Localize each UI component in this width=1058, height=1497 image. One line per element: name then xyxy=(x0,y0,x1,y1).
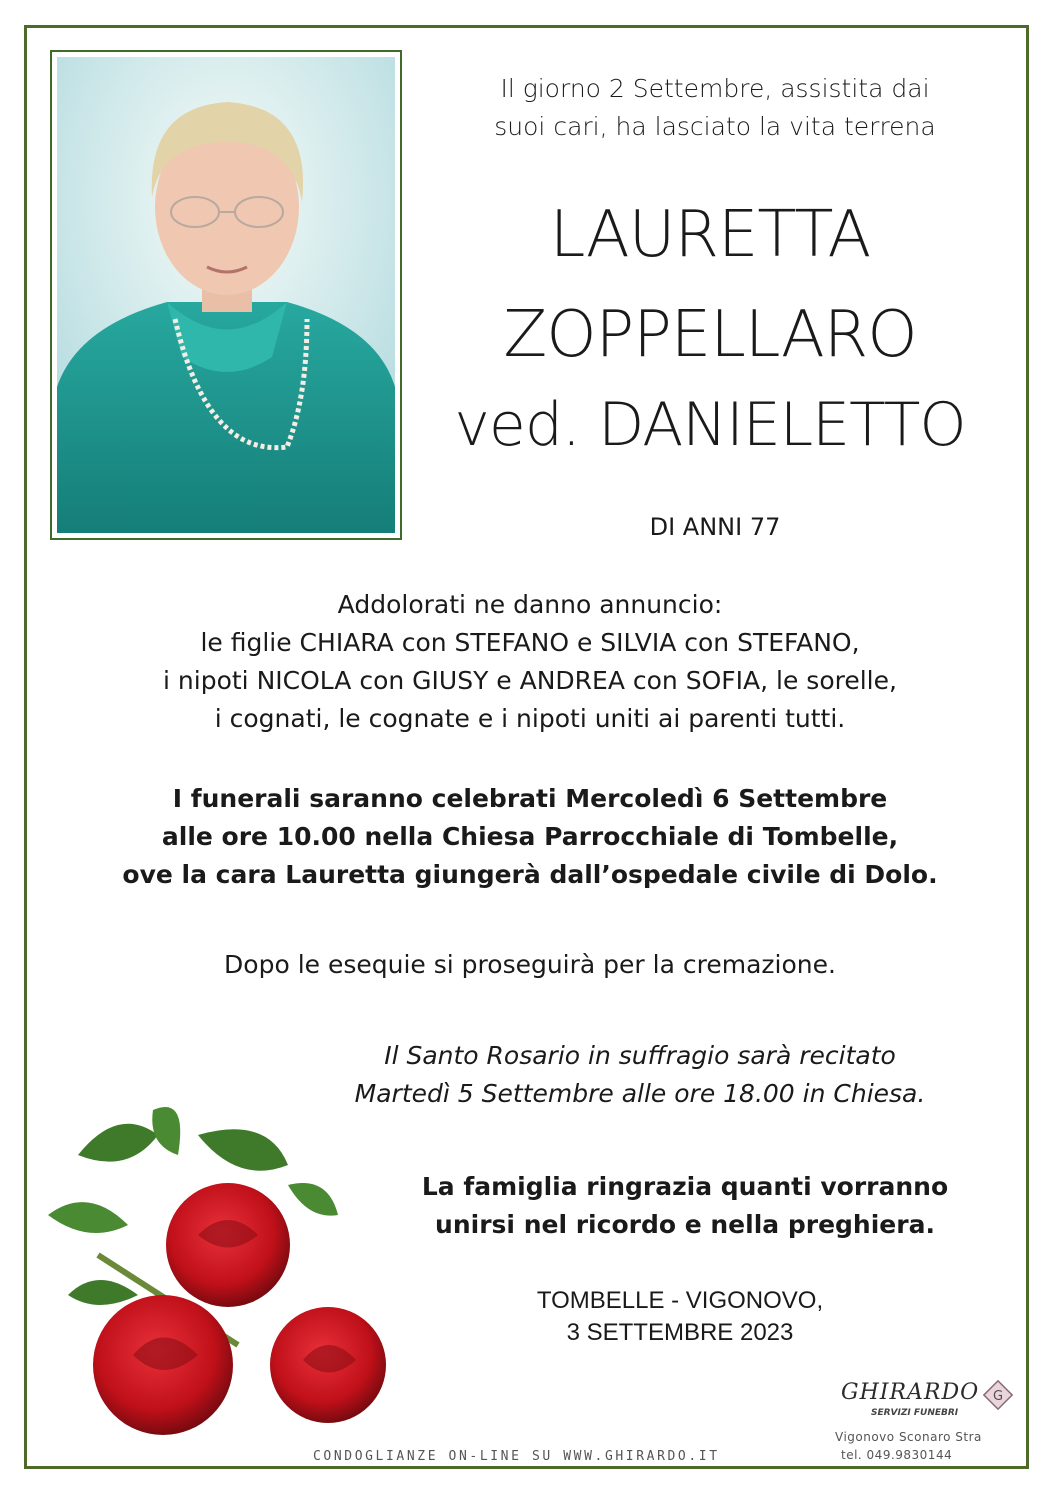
last-name: ZOPPELLARO xyxy=(503,298,917,372)
funeral-home-logo xyxy=(835,1372,1025,1467)
intro-line: Il giorno 2 Settembre, assistita dai xyxy=(500,74,930,103)
place-date xyxy=(480,1285,880,1349)
rosary-line: Martedì 5 Settembre alle ore 18.00 in Chiesa. xyxy=(354,1079,926,1108)
red-roses-image xyxy=(38,1095,438,1465)
rosary-line: Il Santo Rosario in suffragio sarà recitato xyxy=(384,1041,896,1070)
logo-locations: Vigonovo Sconaro Stra xyxy=(835,1430,982,1444)
announcement-line: le figlie CHIARA con STEFANO e SILVIA con STEFANO, xyxy=(200,628,860,657)
funeral-line: alle ore 10.00 nella Chiesa Parrocchiale di Tombelle, xyxy=(161,822,899,851)
funeral-line: ove la cara Lauretta giungerà dall’ospedale civile di Dolo. xyxy=(122,860,938,889)
intro-line: suoi cari, ha lasciato la vita terrena xyxy=(494,112,936,141)
widow-of: ved. DANIELETTO xyxy=(454,390,966,460)
portrait-photo xyxy=(57,57,395,533)
funeral-line: I funerali saranno celebrati Mercoledì 6 Settembre xyxy=(172,784,888,813)
logo-brand: GHIRARDO xyxy=(841,1380,980,1405)
first-name: LAURETTA xyxy=(549,198,871,272)
announcement xyxy=(90,586,970,738)
logo-phone: tel. 049.9830144 xyxy=(841,1448,953,1462)
announcement-line: i nipoti NICOLA con GIUSY e ANDREA con SOFIA, le sorelle, xyxy=(163,666,897,695)
thanks-note xyxy=(385,1168,985,1244)
place-line: TOMBELLE - VIGONOVO, xyxy=(536,1287,824,1314)
logo-mark-letter: G xyxy=(992,1389,1004,1404)
cremation-note: Dopo le esequie si proseguirà per la cremazione. xyxy=(224,950,836,979)
portrait-frame xyxy=(50,50,402,540)
funeral-details xyxy=(70,780,990,894)
announcement-line: Addolorati ne danno annuncio: xyxy=(337,590,723,619)
g-diamond-icon xyxy=(983,1380,1013,1410)
date-line: 3 SETTEMBRE 2023 xyxy=(566,1319,794,1346)
logo-subtitle: SERVIZI FUNEBRI xyxy=(871,1408,959,1418)
thanks-line: La famiglia ringrazia quanti vorranno xyxy=(421,1172,949,1201)
condolences-footer: CONDOGLIANZE ON-LINE SU WWW.GHIRARDO.IT xyxy=(313,1449,720,1464)
thanks-line: unirsi nel ricordo e nella preghiera. xyxy=(435,1210,935,1239)
age: DI ANNI 77 xyxy=(649,513,781,541)
intro-text xyxy=(455,70,975,146)
announcement-line: i cognati, le cognate e i nipoti uniti ai parenti tutti. xyxy=(214,704,846,733)
